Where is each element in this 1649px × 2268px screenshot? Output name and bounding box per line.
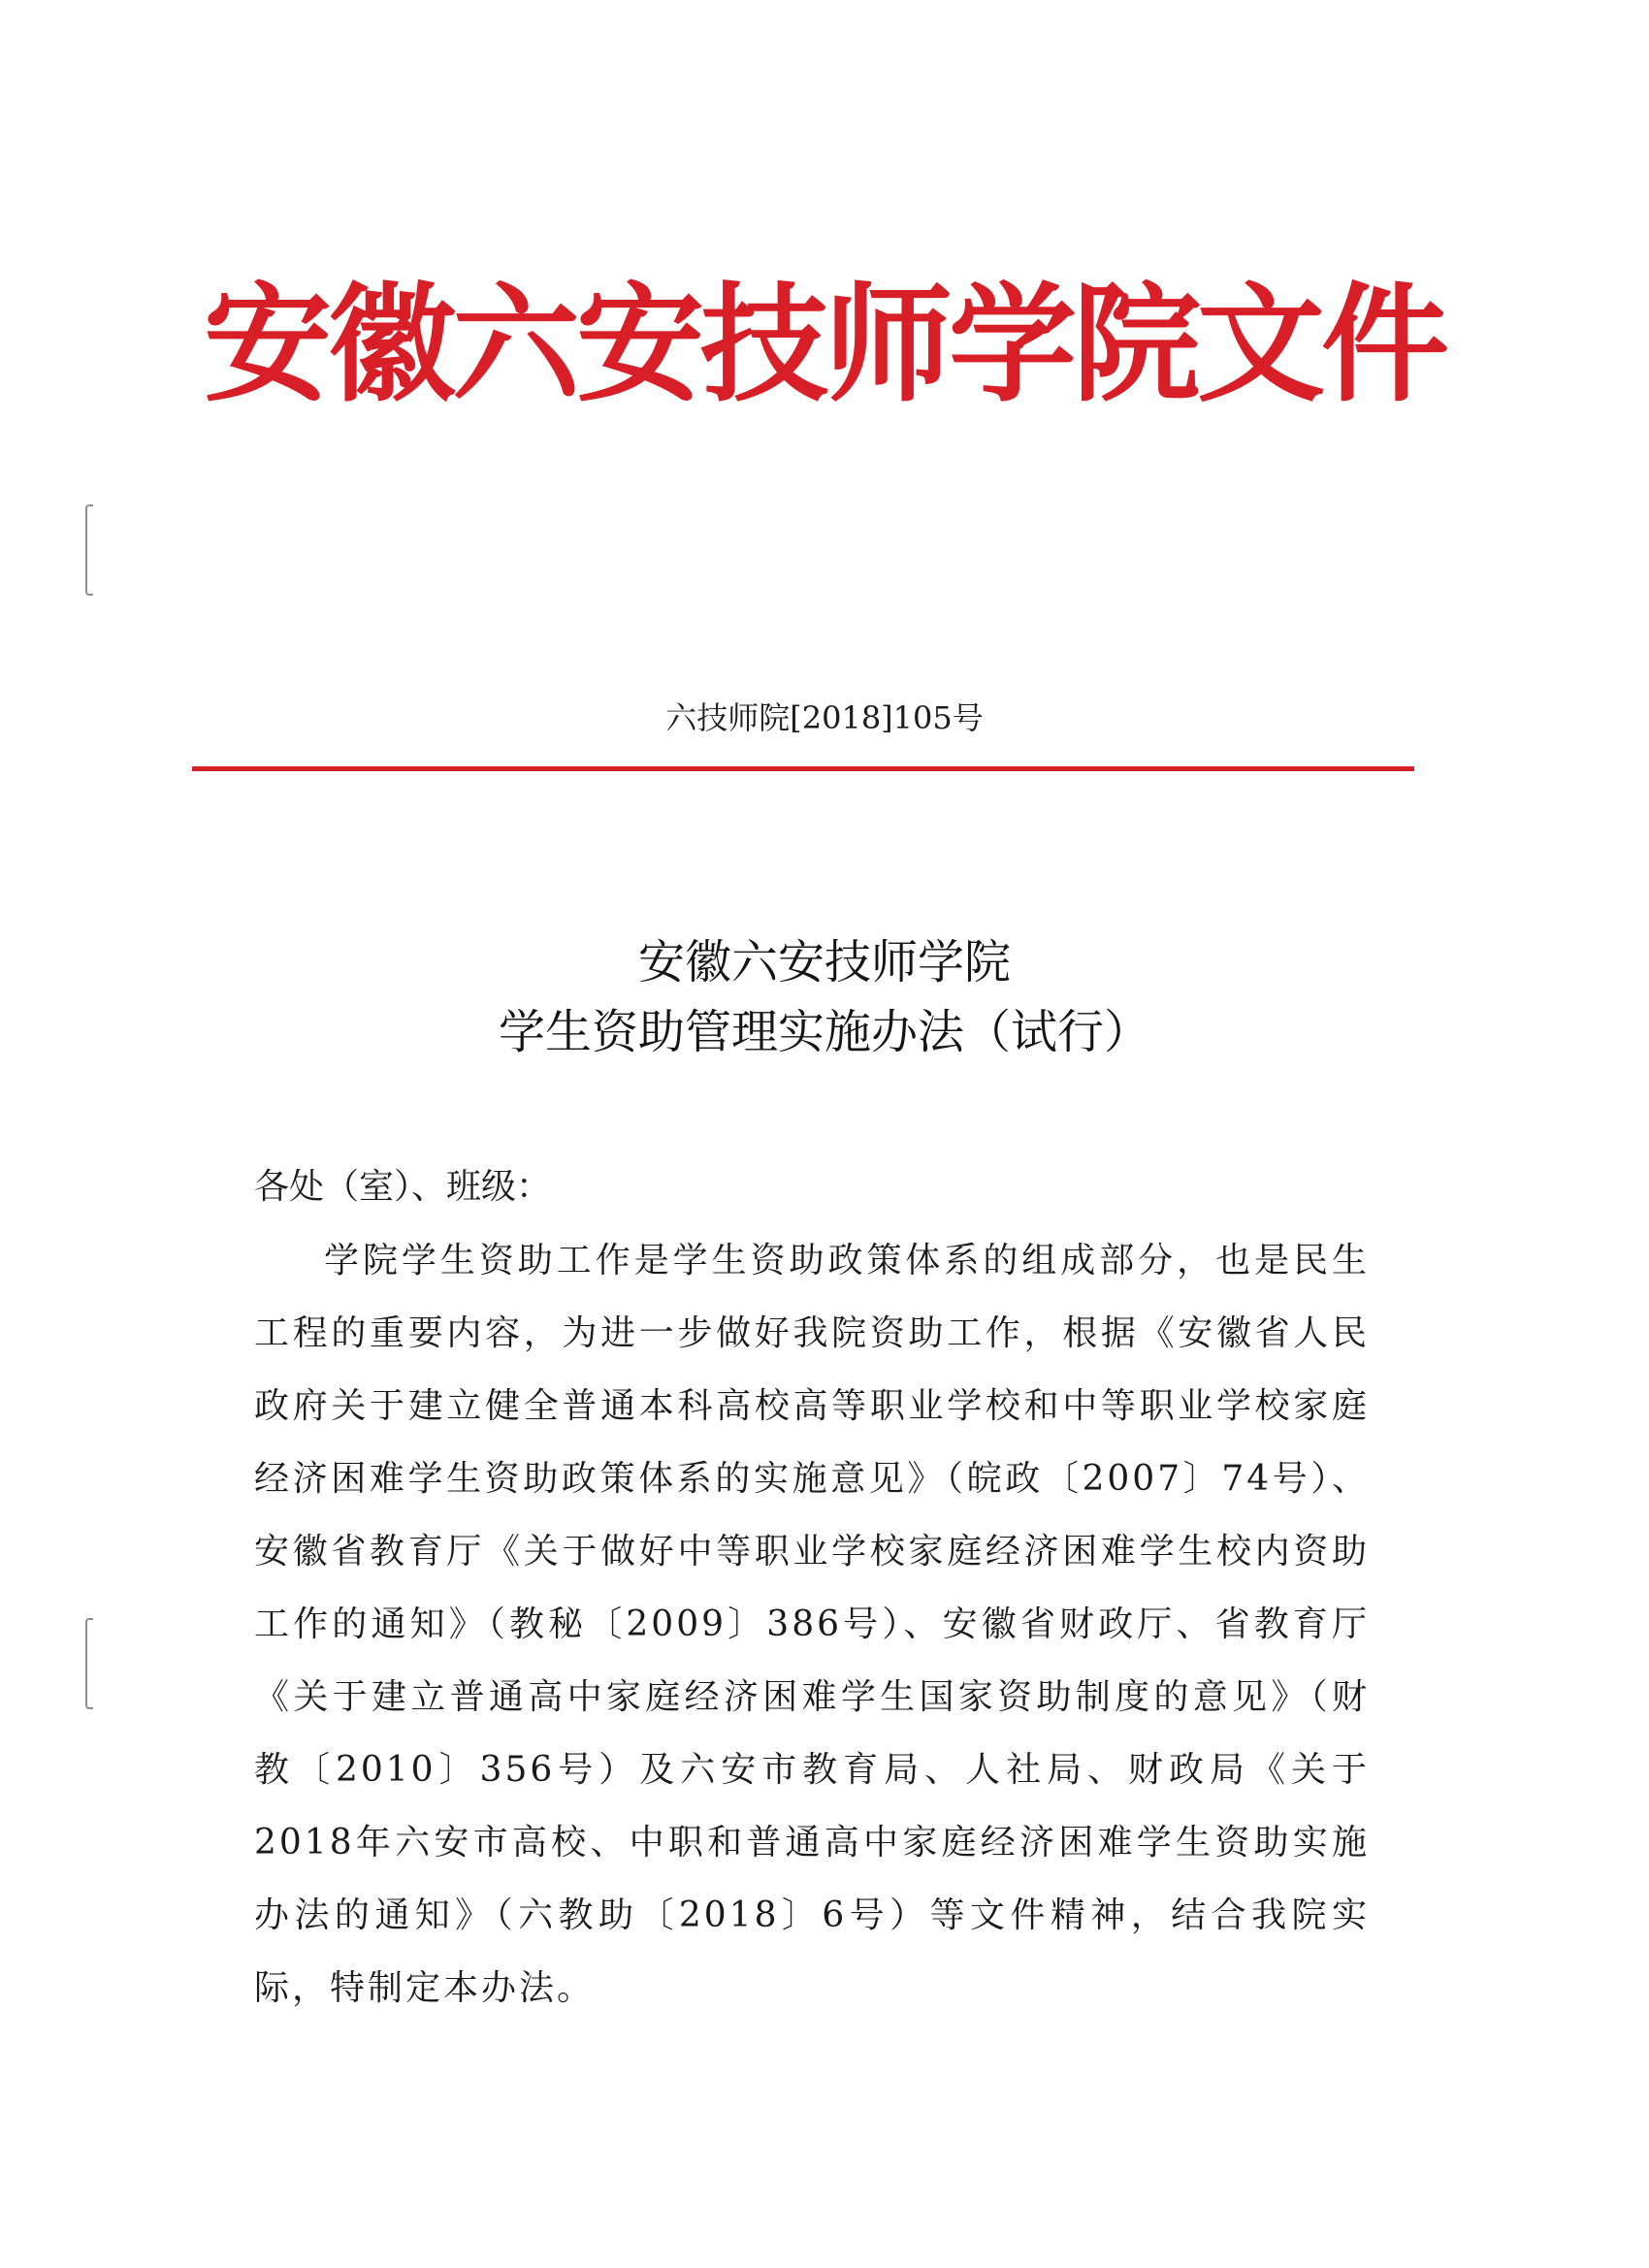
body-paragraph: 学院学生资助工作是学生资助政策体系的组成部分，也是民生工程的重要内容，为进一步做好我院资助工作，根据《安徽省人民政府关于建立健全普通本科高校高等职业学校和中等职业学校家庭经济困难学生资助政策体系的实施意见》（皖政〔2007〕74号）、安徽省教育厅《关于做好中等职业学校家庭经济困难学生校内资助工作的通知》（教秘〔2009〕386号）、安徽省财政厅、省教育厅《关于建立普通高中家庭经济困难学生国家资助制度的意见》（财教〔2010〕356号）及六安市教育局、人社局、财政局《关于2018年六安市高校、中职和普通高中家庭经济困难学生资助实施办法的通知》（六教助〔2018〕6号）等文件精神，结合我院实际，特制定本办法。	[254, 1241, 1370, 2008]
salutation: 各处（室）、班级：	[254, 1167, 552, 1207]
document-header-title: 安徽六安技师学院文件	[204, 270, 1445, 420]
staple-bottom	[85, 1618, 93, 1709]
document-number: 六技师院[2018]105号	[665, 699, 984, 736]
staple-top	[85, 504, 93, 596]
heading-subject: 学生资助管理实施办法（试行）	[498, 1005, 1150, 1059]
heading-institution: 安徽六安技师学院	[637, 935, 1011, 989]
header-red-rule	[192, 766, 1414, 771]
